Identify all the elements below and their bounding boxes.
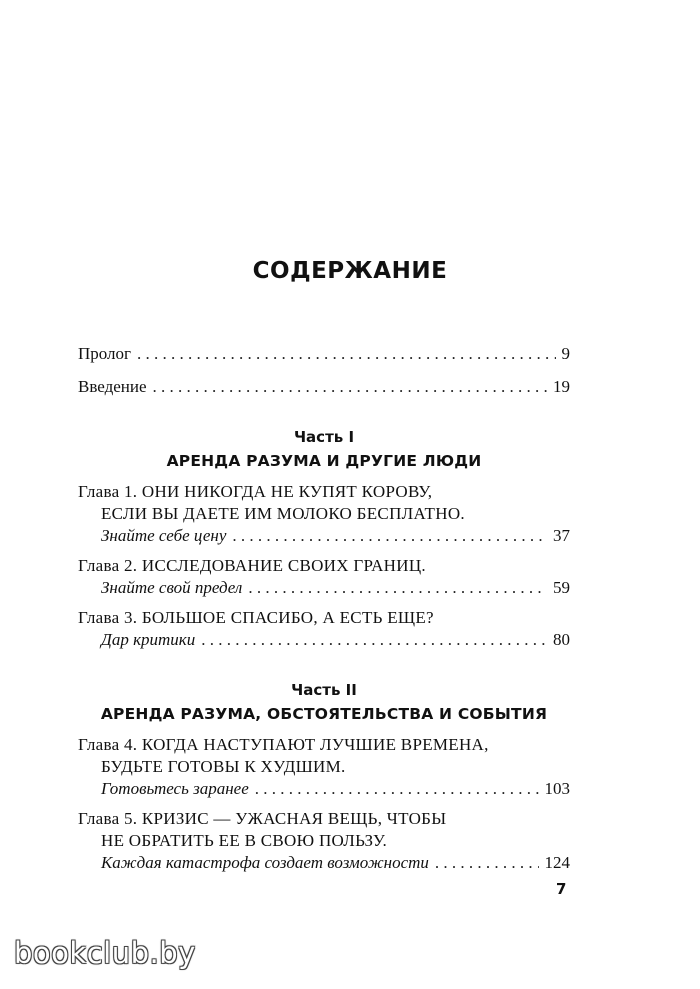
chapter-subtitle: Знайте себе цену	[101, 526, 227, 545]
part-title: АРЕНДА РАЗУМА И ДРУГИЕ ЛЮДИ	[166, 452, 482, 470]
chapter-subtitle-row	[78, 778, 570, 800]
chapter-title-line: Глава 4. КОГДА НАСТУПАЮТ ЛУЧШИЕ ВРЕМЕНА,	[78, 735, 489, 754]
part-label: Часть II	[291, 681, 357, 699]
chapter-subtitle: Готовьтесь заранее	[101, 779, 249, 798]
part-title: АРЕНДА РАЗУМА, ОБСТОЯТЕЛЬСТВА И СОБЫТИЯ	[100, 705, 548, 723]
chapter-entry	[78, 808, 570, 874]
chapter-entry	[78, 481, 570, 547]
entry-page: 19	[553, 377, 570, 396]
leader-dots	[232, 525, 547, 547]
chapter-subtitle: Знайте свой предел	[101, 578, 243, 597]
toc-entries	[78, 343, 570, 874]
chapter-subtitle-row	[78, 852, 570, 874]
chapter-title-line: Глава 1. ОНИ НИКОГДА НЕ КУПЯТ КОРОВУ,	[78, 482, 433, 501]
chapter-title-line: БУДЬТЕ ГОТОВЫ К ХУДШИМ.	[101, 757, 346, 776]
leader-dots	[248, 577, 547, 599]
leader-dots	[201, 629, 547, 651]
entry-page: 9	[561, 344, 570, 363]
leader-dots	[435, 852, 539, 874]
entry-page: 103	[544, 779, 570, 798]
toc-title: СОДЕРЖАНИЕ	[252, 258, 448, 284]
entry-page: 59	[553, 578, 570, 597]
chapter-subtitle: Дар критики	[101, 630, 196, 649]
chapter-title-line: ЕСЛИ ВЫ ДАЕТЕ ИМ МОЛОКО БЕСПЛАТНО.	[101, 504, 465, 523]
entry-page: 124	[544, 853, 570, 872]
watermark: bookclub.by	[14, 936, 196, 970]
page-number: 7	[556, 880, 567, 898]
toc-entry-introduction	[78, 376, 570, 398]
chapter-entry	[78, 607, 570, 651]
toc-entry-prologue	[78, 343, 570, 365]
chapter-title-line: Глава 3. БОЛЬШОЕ СПАСИБО, А ЕСТЬ ЕЩЕ?	[78, 608, 434, 627]
chapter-title-line: Глава 5. КРИЗИС — УЖАСНАЯ ВЕЩЬ, ЧТОБЫ	[78, 809, 447, 828]
part-section	[78, 427, 570, 651]
chapter-subtitle-row	[78, 525, 570, 547]
entry-page: 80	[553, 630, 570, 649]
chapter-title-line: НЕ ОБРАТИТЬ ЕЕ В СВОЮ ПОЛЬЗУ.	[101, 831, 388, 850]
part-label: Часть I	[293, 428, 355, 446]
entry-label: Пролог	[78, 344, 132, 363]
chapter-entry	[78, 734, 570, 800]
part-section	[78, 680, 570, 874]
leader-dots	[153, 376, 547, 398]
chapter-subtitle-row	[78, 577, 570, 599]
chapter-subtitle-row	[78, 629, 570, 651]
leader-dots	[137, 343, 555, 365]
leader-dots	[255, 778, 539, 800]
entry-page: 37	[553, 526, 570, 545]
chapter-subtitle: Каждая катастрофа создает возможности	[101, 853, 429, 872]
chapter-entry	[78, 555, 570, 599]
entry-label: Введение	[78, 377, 147, 396]
chapter-title-line: Глава 2. ИССЛЕДОВАНИЕ СВОИХ ГРАНИЦ.	[78, 556, 426, 575]
